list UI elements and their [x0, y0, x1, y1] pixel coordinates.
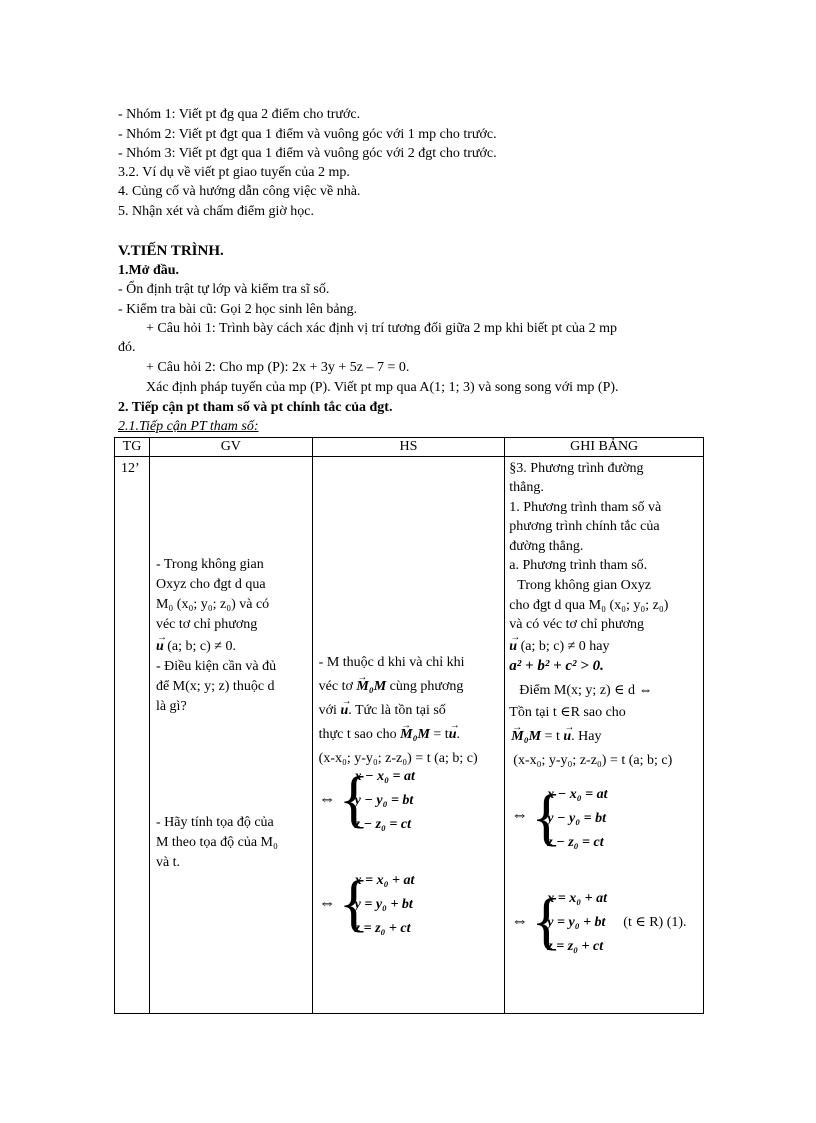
intro-line-6: 5. Nhận xét và chấm điểm giờ học. — [118, 204, 314, 219]
ghi-line: Trong không gian Oxyz — [517, 578, 651, 593]
ghi-line: thẳng. — [509, 480, 544, 495]
ghi-param-note: (t ∈ R) (1). — [623, 915, 687, 930]
equivalence-icon: ⇔ — [318, 893, 336, 912]
vector-u-icon: → u — [509, 639, 517, 654]
ghi-line: và có véc tơ chỉ phương — [509, 617, 645, 632]
ghi-line: Điểm M(x; y; z) ∈ d ⇔ — [519, 683, 653, 698]
equation-row: x = x₀ + at — [354, 873, 415, 888]
header-ghi-bang: GHI BẢNG — [505, 438, 704, 457]
subsection-title-1: 1.Mở đầu. — [118, 263, 180, 278]
hs-line: với → u. Tức là tồn tại số — [319, 701, 446, 720]
equation-row: z − z₀ = ct — [547, 835, 604, 850]
brace-icon: { — [531, 885, 563, 956]
ghi-line: → M₀M = t → u. Hay — [511, 727, 601, 746]
sub1-line-1: - Ổn định trật tự lớp và kiểm tra sĩ số. — [118, 282, 330, 297]
gv-line: Oxyz cho đgt d qua — [155, 577, 266, 592]
intro-line-5: 4. Củng cố và hướng dẫn công việc về nhà. — [118, 184, 361, 199]
header-tg: TG — [115, 438, 150, 457]
vector-m0m-icon: → M₀M — [400, 727, 430, 742]
cell-ghi-bang — [505, 457, 704, 1014]
hs-line: véc tơ → M₀M cùng phương — [319, 677, 464, 696]
equivalence-icon: ⇔ — [511, 805, 529, 824]
equivalence-icon: ⇔ — [511, 911, 529, 930]
ghi-line: (x-x₀; y-y₀; z-z₀) = t (a; b; c) — [513, 753, 673, 768]
question-1-cont: đó. — [118, 340, 136, 355]
ghi-inequality: a² + b² + c² > 0. — [509, 658, 604, 674]
equation-system-2 — [338, 867, 489, 941]
equation-system-3 — [531, 781, 681, 855]
vector-u-icon: → u — [563, 729, 571, 744]
equation-row: z = z₀ + ct — [547, 939, 604, 954]
equation-row: y = y₀ + bt — [354, 897, 413, 912]
brace-icon: { — [338, 763, 370, 834]
equation-row: x − x₀ = at — [547, 787, 608, 802]
question-2-cont: Xác định pháp tuyến của mp (P). Viết pt mp qua A(1; 1; 3) và song song với mp (P). — [146, 380, 619, 395]
vector-u-icon: → u — [156, 639, 164, 654]
header-hs: HS — [312, 438, 505, 457]
hs-line: thực t sao cho → M₀M = t→ u. — [319, 725, 460, 744]
subsection-title-2: 2. Tiếp cận pt tham số và pt chính tắc của đgt. — [118, 400, 393, 415]
equation-row: y = y₀ + bt — [547, 915, 606, 930]
hs-line: (x-x₀; y-y₀; z-z₀) = t (a; b; c) — [318, 751, 478, 766]
vector-u-icon: → u — [340, 703, 348, 718]
sub1-line-2: - Kiểm tra bài cũ: Gọi 2 học sinh lên bảng. — [118, 302, 358, 317]
equation-system-1 — [338, 763, 489, 837]
gv-line: véc tơ chỉ phương — [155, 617, 258, 632]
equation-row: z = z₀ + ct — [354, 921, 411, 936]
equation-row: x − x₀ = at — [354, 769, 415, 784]
vector-m0m-icon: → M₀M — [356, 679, 386, 694]
lesson-table — [114, 437, 704, 1014]
ghi-vector-line: → u (a; b; c) ≠ 0 hay — [509, 637, 609, 656]
ghi-line: cho đgt d qua M₀ (x₀; y₀; z₀) — [509, 598, 669, 613]
gv-line: - Điều kiện cần và đủ — [155, 659, 277, 674]
time-value: 12’ — [121, 461, 140, 476]
question-1: + Câu hỏi 1: Trình bày cách xác định vị trí tương đối giữa 2 mp khi biết pt của 2 mp — [146, 321, 618, 336]
intro-line-2: - Nhóm 2: Viết pt đgt qua 1 điểm và vuông góc với 1 mp cho trước. — [118, 127, 497, 142]
equation-row: z − z₀ = ct — [354, 817, 411, 832]
ghi-line: a. Phương trình tham số. — [509, 558, 648, 573]
gv-line: - Trong không gian — [155, 557, 264, 572]
question-2: + Câu hỏi 2: Cho mp (P): 2x + 3y + 5z – 7 = 0. — [146, 360, 410, 375]
gv-line: và t. — [155, 855, 181, 870]
ghi-line: Tồn tại t ∈R sao cho — [509, 705, 626, 720]
intro-line-1: - Nhóm 1: Viết pt đg qua 2 điểm cho trước. — [118, 107, 361, 122]
gv-line: M₀ (x₀; y₀; z₀) và có — [155, 597, 270, 612]
equation-row: x = x₀ + at — [547, 891, 608, 906]
vector-m0m-icon: → M₀M — [511, 729, 541, 744]
gv-line: (a; b; c) ≠ 0. — [167, 639, 236, 654]
cell-tg — [115, 457, 150, 1014]
cell-hs — [312, 457, 505, 1014]
ghi-line: §3. Phương trình đường — [509, 461, 644, 476]
brace-icon: { — [338, 867, 370, 938]
ghi-line: đường thẳng. — [509, 539, 584, 554]
intro-line-3: - Nhóm 3: Viết pt đgt qua 1 điểm và vuông góc với 2 đgt cho trước. — [118, 146, 497, 161]
intro-line-4: 3.2. Ví dụ về viết pt giao tuyến của 2 mp. — [118, 165, 350, 180]
equivalence-icon: ⇔ — [318, 789, 336, 808]
ghi-line: phương trình chính tắc của — [509, 519, 660, 534]
gv-line: M theo tọa độ của M₀ — [155, 835, 278, 850]
cell-gv — [149, 457, 312, 1014]
gv-vector-line — [156, 637, 236, 656]
section-title: V.TIẾN TRÌNH. — [118, 243, 224, 259]
hs-line: - M thuộc d khi và chỉ khi — [318, 655, 465, 670]
ghi-line: 1. Phương trình tham số và — [509, 500, 662, 515]
header-gv: GV — [149, 438, 312, 457]
equation-row: y − y₀ = bt — [354, 793, 414, 808]
gv-line: - Hãy tính tọa độ của — [155, 815, 274, 830]
vector-u-icon: → u — [449, 727, 457, 742]
gv-line: là gì? — [155, 699, 187, 714]
brace-icon: { — [531, 781, 563, 852]
subsection-title-2-1: 2.1.Tiếp cận PT tham số: — [118, 419, 259, 434]
equation-row: y − y₀ = bt — [547, 811, 606, 826]
gv-line: để M(x; y; z) thuộc d — [155, 679, 275, 694]
